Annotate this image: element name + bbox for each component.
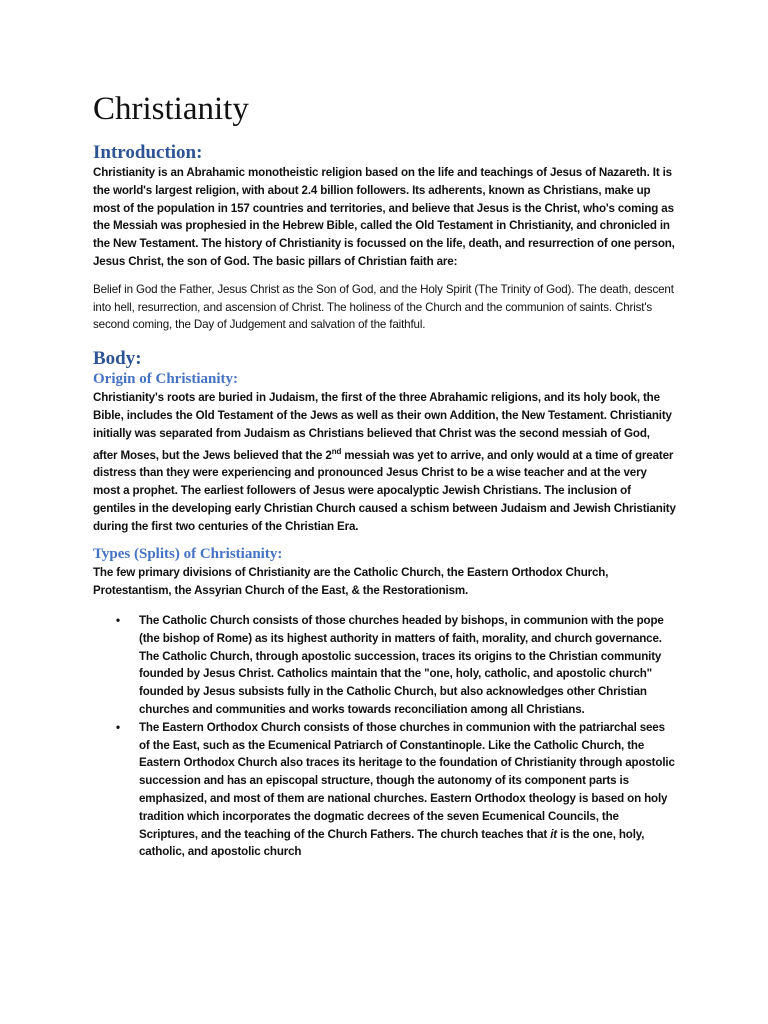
- body-heading: Body:: [93, 348, 142, 370]
- list-item: [93, 612, 676, 719]
- pillars-paragraph: Belief in God the Father, Jesus Christ as the Son of God, and the Holy Spirit (The Trinity of God). The death, descent into hell, resurrection, and ascension of Christ. The holiness of the Church and the communion of saints. Christ's second coming, the Day of Judgement and salvation of the faithful.: [93, 282, 674, 332]
- origin-text-after: messiah was yet to arrive, and only would at a time of greater distress than they were experiencing and pronounced Jesus Christ to be a wise teacher and at the very most a prophet. The earliest followers of Jesus were apocalyptic Jewish Christians. The inclusion of gentiles in the developing early Christian Church caused a schism between Judaism and Jewish Christianity during the first two centuries of the Christian Era.: [93, 448, 676, 533]
- bullet-icon: •: [116, 614, 120, 627]
- origin-text-before: Christianity's roots are buried in Judaism, the first of the three Abrahamic religions, and its holy book, the Bible, includes the Old Testament of the Jews as well as their own Addition, the New Testament. Christianity initially was separated from Judaism as Christians believed that Christ was the second messiah of God, after Moses, but the Jews believed that the 2: [93, 391, 672, 462]
- bullet-icon: •: [116, 720, 120, 734]
- types-intro: The few primary divisions of Christianity are the Catholic Church, the Eastern Orthodox Church, Protestantism, the Assyrian Church of the East, & the Restorationism.: [93, 566, 609, 598]
- catholic-church-text: The Catholic Church consists of those churches headed by bishops, in communion with the pope (the bishop of Rome) as its highest authority in matters of faith, morality, and church governance. The Catholic Church, through apostolic succession, traces its origins to the Christian community founded by Jesus Christ. Catholics maintain that the "one, holy, catholic, and apostolic church" founded by Jesus subsists fully in the Catholic Church, but also acknowledges other Christian churches and communities and works towards reconciliation among all Christians.: [139, 614, 664, 716]
- orthodox-church-text: The Eastern Orthodox Church consists of those churches in communion with the patriarchal sees of the East, such as the Ecumenical Patriarch of Constantinople. Like the Catholic Church, the Eastern Orthodox Church also traces its heritage to the foundation of Christianity through apostolic succession and has an episcopal structure, though the autonomy of its component parts is emphasized, and most of them are national churches. Eastern Orthodox theology is based on holy tradition which incorporates the dogmatic decrees of the seven Ecumenical Councils, the Scriptures, and the teaching of the Church Fathers. The church teaches that: [139, 720, 675, 841]
- ordinal-suffix: nd: [331, 446, 342, 456]
- origin-paragraph: [93, 389, 676, 535]
- origin-heading: Origin of Christianity:: [93, 371, 238, 388]
- orthodox-church-text-end: is the one, holy, catholic, and apostolic church: [139, 827, 645, 859]
- orthodox-church-italic: it: [550, 827, 558, 841]
- list-item: [93, 719, 676, 861]
- types-list: [93, 612, 676, 861]
- document-title: Christianity: [93, 91, 249, 127]
- types-heading: Types (Splits) of Christianity:: [93, 546, 283, 563]
- introduction-paragraph: Christianity is an Abrahamic monotheistic religion based on the life and teachings of Jesus of Nazareth. It is the world's largest religion, with about 2.4 billion followers. Its adherents, known as Christians, make up most of the population in 157 countries and territories, and believe that Jesus is the Christ, who's coming as the Messiah was prophesied in the Hebrew Bible, called the Old Testament in Christianity, and chronicled in the New Testament. The history of Christianity is focussed on the life, death, and resurrection of one person, Jesus Christ, the son of God. The basic pillars of Christian faith are:: [93, 166, 675, 268]
- introduction-heading: Introduction:: [93, 142, 203, 163]
